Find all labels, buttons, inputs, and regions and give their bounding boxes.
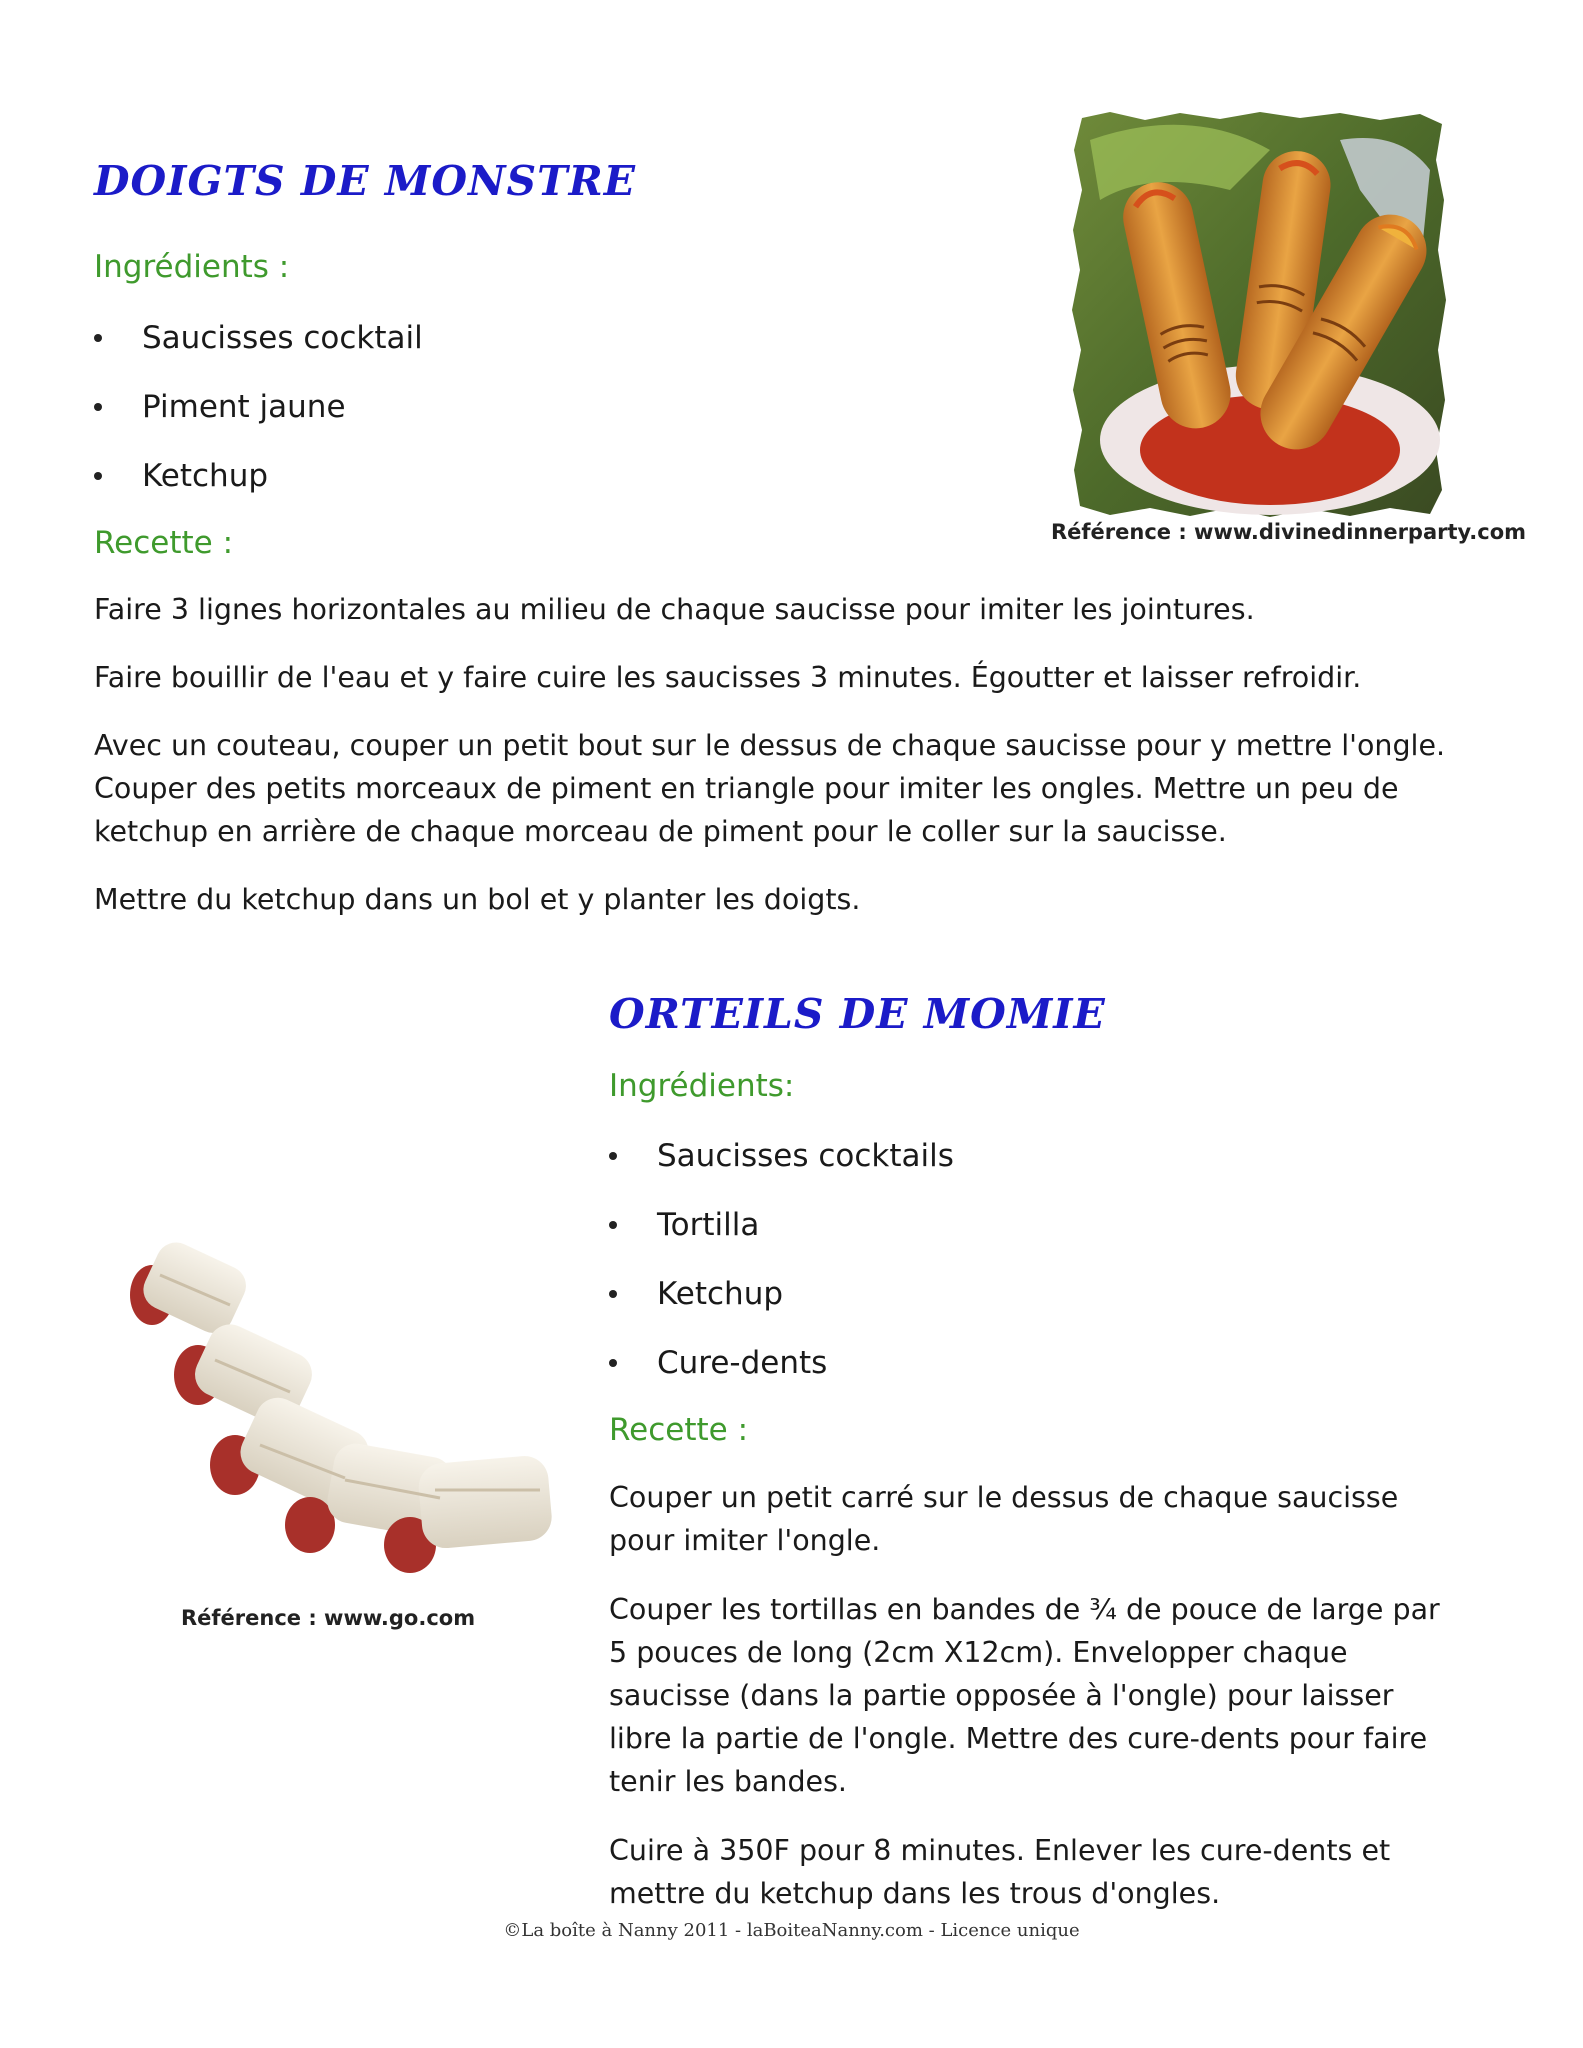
- recipe2-recipe-heading: Recette :: [609, 1412, 749, 1448]
- recipe1-steps: [94, 588, 1489, 921]
- recipe1-title: DOIGTS DE MONSTRE: [94, 157, 636, 205]
- recipe2-image-reference: Référence : www.go.com: [181, 1606, 476, 1630]
- recipe2-step-2: Couper les tortillas en bandes de ¾ de pouce de large par 5 pouces de long (2cm X12cm). Envelopper chaque saucisse (dans la partie opposée à l'ongle) pour laisser libre la partie de l'ongle. Mettre des cure-dents pour faire tenir les bandes.: [609, 1593, 1440, 1798]
- bullet-icon: [609, 1359, 617, 1367]
- bullet-icon: [609, 1152, 617, 1160]
- monster-fingers-photo: [1070, 110, 1450, 520]
- recipe2-steps: [609, 1476, 1459, 1915]
- recipe1-step-1: Faire 3 lignes horizontales au milieu de chaque saucisse pour imiter les jointures.: [94, 593, 1255, 626]
- page-footer: ©La boîte à Nanny 2011 - laBoiteaNanny.com - Licence unique: [503, 1920, 1080, 1941]
- list-item: Ketchup: [94, 455, 423, 524]
- recipe1-recipe-heading: Recette :: [94, 525, 234, 561]
- recipe1-ingredients-heading: Ingrédients :: [94, 249, 290, 285]
- list-item: Cure-dents: [609, 1342, 954, 1411]
- recipe1-ingredients-list: [94, 317, 423, 524]
- recipe2-step-3: Cuire à 350F pour 8 minutes. Enlever les cure-dents et mettre du ketchup dans les trous d'ongles.: [609, 1834, 1391, 1910]
- recipe1-image-reference: Référence : www.divinedinnerparty.com: [1051, 520, 1527, 544]
- bullet-icon: [94, 403, 102, 411]
- recipe2-ingredients-list: [609, 1135, 954, 1411]
- recipe2-title: ORTEILS DE MOMIE: [609, 990, 1106, 1038]
- list-item: Saucisses cocktail: [94, 317, 423, 386]
- bullet-icon: [609, 1290, 617, 1298]
- recipe1-step-4: Mettre du ketchup dans un bol et y planter les doigts.: [94, 883, 861, 916]
- list-item: Saucisses cocktails: [609, 1135, 954, 1204]
- mummy-toes-photo: [120, 1160, 580, 1580]
- bullet-icon: [94, 472, 102, 480]
- list-item: Ketchup: [609, 1273, 954, 1342]
- recipe2-step-1: Couper un petit carré sur le dessus de chaque saucisse pour imiter l'ongle.: [609, 1481, 1399, 1557]
- recipe1-step-3: Avec un couteau, couper un petit bout sur le dessus de chaque saucisse pour y mettre l'ongle. Couper des petits morceaux de piment en triangle pour imiter les ongles. Mettre un peu de ketchup en arrière de chaque morceau de piment pour le coller sur la saucisse.: [94, 729, 1446, 848]
- recipe1-step-2: Faire bouillir de l'eau et y faire cuire les saucisses 3 minutes. Égoutter et laisser refroidir.: [94, 661, 1362, 694]
- recipe2-ingredients-heading: Ingrédients:: [609, 1068, 795, 1104]
- bullet-icon: [94, 334, 102, 342]
- list-item: Tortilla: [609, 1204, 954, 1273]
- list-item: Piment jaune: [94, 386, 423, 455]
- bullet-icon: [609, 1221, 617, 1229]
